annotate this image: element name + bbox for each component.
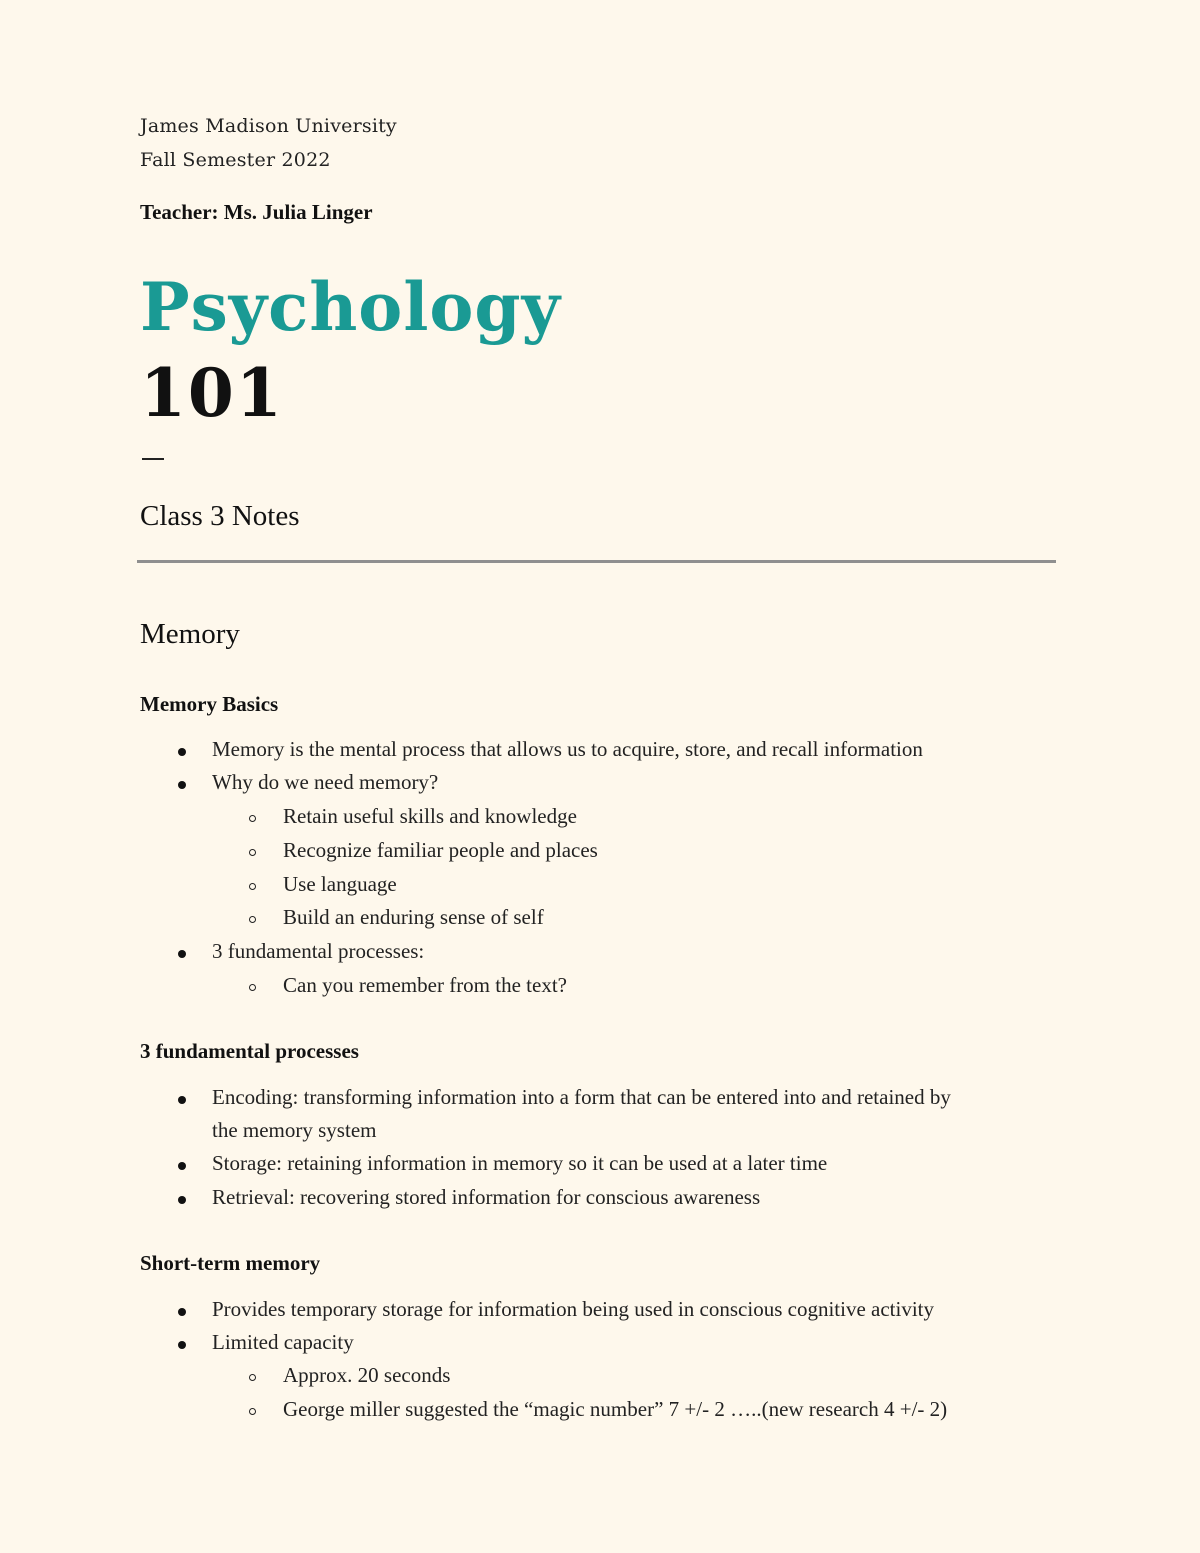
list-item: Why do we need memory? — [212, 770, 439, 794]
page-subtitle: Class 3 Notes — [140, 500, 300, 532]
bullet-icon — [178, 748, 186, 756]
section-heading-memory: Memory — [140, 618, 240, 650]
circle-bullet-icon — [249, 883, 256, 890]
subheading-fundamental-processes: 3 fundamental processes — [140, 1039, 359, 1063]
list-item: Encoding: transforming information into a form that can be entered into and retained by — [212, 1085, 951, 1109]
circle-bullet-icon — [249, 1374, 256, 1381]
subheading-memory-basics: Memory Basics — [140, 692, 279, 716]
sub-list-item: Retain useful skills and knowledge — [283, 804, 577, 828]
sub-list-item: George miller suggested the “magic number” 7 +/- 2 …..(new research 4 +/- 2) — [283, 1397, 948, 1421]
sub-list-item: Use language — [283, 872, 397, 896]
list-item: 3 fundamental processes: — [212, 939, 425, 963]
university-name: James Madison University — [140, 115, 397, 137]
list-item: Limited capacity — [212, 1330, 354, 1354]
list-item: Provides temporary storage for information being used in conscious cognitive activity — [212, 1297, 934, 1321]
list-item: Memory is the mental process that allows us to acquire, store, and recall information — [212, 737, 923, 761]
page-title: Psychology — [140, 268, 561, 346]
sub-list-item: Can you remember from the text? — [283, 973, 567, 997]
sub-list-item: Build an enduring sense of self — [283, 905, 544, 929]
bullet-icon — [178, 1096, 186, 1104]
section-divider — [137, 560, 1056, 563]
course-number: 101 — [140, 354, 284, 432]
bullet-icon — [178, 1341, 186, 1349]
list-item-continuation: the memory system — [212, 1118, 377, 1142]
bullet-icon — [178, 950, 186, 958]
bullet-icon — [178, 1162, 186, 1170]
circle-bullet-icon — [249, 815, 256, 822]
circle-bullet-icon — [249, 916, 256, 923]
circle-bullet-icon — [249, 1408, 256, 1415]
sub-list-item: Recognize familiar people and places — [283, 838, 598, 862]
bullet-icon — [178, 1308, 186, 1316]
subheading-short-term-memory: Short-term memory — [140, 1251, 321, 1275]
teacher-name: Teacher: Ms. Julia Linger — [140, 200, 373, 224]
semester: Fall Semester 2022 — [140, 149, 331, 171]
circle-bullet-icon — [249, 984, 256, 991]
title-dash — [142, 458, 164, 460]
circle-bullet-icon — [249, 849, 256, 856]
bullet-icon — [178, 781, 186, 789]
list-item: Retrieval: recovering stored information for conscious awareness — [212, 1185, 761, 1209]
bullet-icon — [178, 1196, 186, 1204]
list-item: Storage: retaining information in memory so it can be used at a later time — [212, 1151, 828, 1175]
sub-list-item: Approx. 20 seconds — [283, 1363, 451, 1387]
